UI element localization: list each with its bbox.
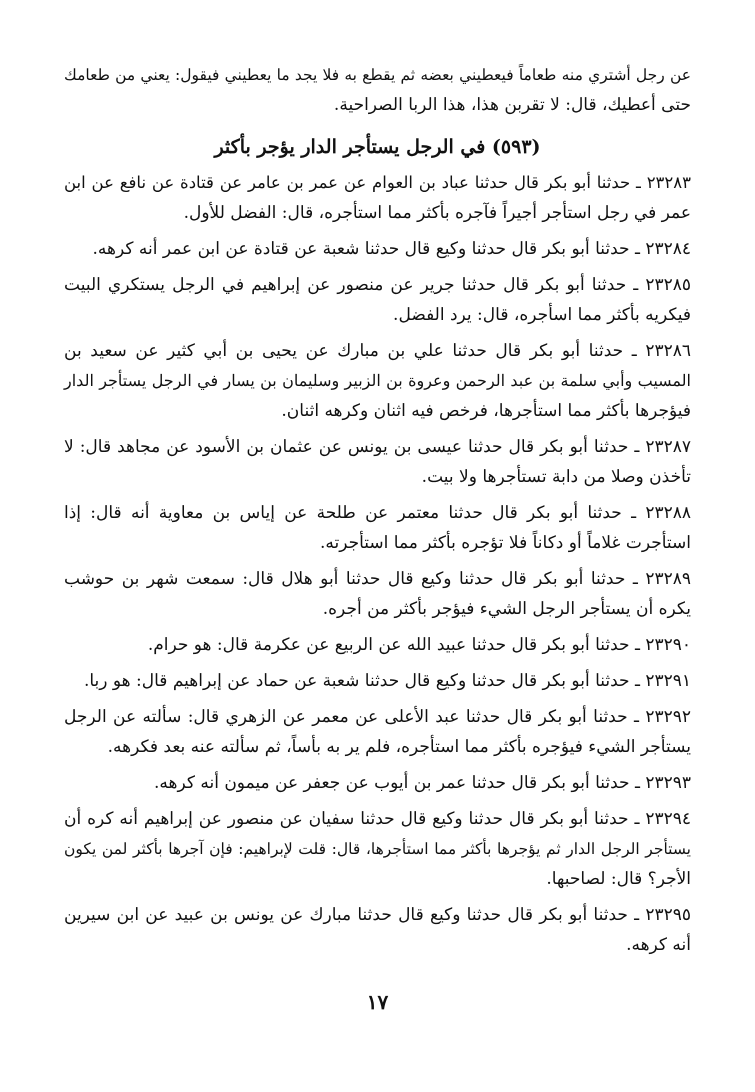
- hadith-23292: [64, 702, 691, 762]
- text-line: المسيب وأبي سلمة بن عبد الرحمن وعروة بن الزبير وسليمان بن يسار في الرجل يستأجر الدار: [64, 371, 691, 390]
- hadith-23284: [64, 234, 691, 264]
- text-line: فيؤجرها بأكثر مما استأجرها، فرخص فيه اثنان وكرهه اثنان.: [281, 401, 691, 421]
- text-line: ٢٣٢٩٤ ـ حدثنا أبو بكر قال حدثنا وكيع قال حدثنا سفيان عن منصور عن إبراهيم أنه كره أن: [64, 809, 691, 829]
- text-line: ٢٣٢٩٠ ـ حدثنا أبو بكر قال حدثنا عبيد الله عن الربيع عن عكرمة قال: هو حرام.: [147, 635, 691, 655]
- page-number: ١٧: [366, 990, 389, 1014]
- hadith-23290: [64, 630, 691, 660]
- hadith-23291: [64, 666, 691, 696]
- hadith-23288: [64, 498, 691, 558]
- text-line: فيكريه بأكثر مما اسأجره، قال: يرد الفضل.: [393, 305, 691, 325]
- section-heading: (٥٩٣) في الرجل يستأجر الدار يؤجر بأكثر: [214, 136, 541, 158]
- text-line: تأخذن وصلا من دابة تستأجرها ولا بيت.: [421, 467, 691, 487]
- hadith-23285: [64, 270, 691, 330]
- text-line: ٢٣٢٩٥ ـ حدثنا أبو بكر قال حدثنا وكيع قال حدثنا مبارك عن يونس بن عبيد عن ابن سيرين: [64, 905, 691, 925]
- intro-paragraph: [64, 60, 691, 120]
- text-line: ٢٣٢٩٣ ـ حدثنا أبو بكر قال حدثنا عمر بن أيوب عن جعفر عن ميمون أنه كرهه.: [153, 773, 691, 793]
- text-line: ٢٣٢٨٦ ـ حدثنا أبو بكر قال حدثنا علي بن مبارك عن يحيى بن أبي كثير عن سعيد بن: [64, 341, 691, 361]
- hadith-23294: [64, 804, 691, 894]
- hadith-23295: [64, 900, 691, 960]
- text-line: ٢٣٢٨٥ ـ حدثنا أبو بكر قال حدثنا جرير عن منصور عن إبراهيم في الرجل يستكري البيت: [64, 275, 691, 295]
- text-line: الأجر؟ قال: لصاحبها.: [546, 869, 691, 889]
- hadith-23293: [64, 768, 691, 798]
- text-line: يستأجر الرجل الدار ثم يؤجرها بأكثر مما استأجرها، قال: قلت لإبراهيم: فإن آجرها بأكثر لمن يكون: [64, 840, 691, 858]
- text-line: ٢٣٢٨٨ ـ حدثنا أبو بكر قال حدثنا معتمر عن طلحة عن إياس بن معاوية أنه قال: إذا: [64, 503, 691, 523]
- text-line: حتى أعطيك، قال: لا تقربن هذا، هذا الربا الصراحية.: [333, 95, 691, 115]
- text-line: ٢٣٢٨٧ ـ حدثنا أبو بكر قال حدثنا عيسى بن يونس عن عثمان بن الأسود عن مجاهد قال: لا: [64, 437, 691, 457]
- hadith-23289: [64, 564, 691, 624]
- text-line: استأجرت غلاماً أو دكاناً فلا تؤجره بأكثر مما استأجرته.: [319, 533, 691, 553]
- text-line: يستأجر الشيء فيؤجره بأكثر مما استأجره، فلم ير به بأساً، ثم سألته عنه بعد فكرهه.: [107, 737, 691, 757]
- text-line: يكره أن يستأجر الرجل الشيء فيؤجر بأكثر من أجره.: [322, 599, 691, 619]
- text-line: ٢٣٢٩٢ ـ حدثنا أبو بكر قال حدثنا عبد الأعلى عن معمر عن الزهري قال: سألته عن الرجل: [64, 707, 691, 727]
- text-line: ٢٣٢٨٣ ـ حدثنا أبو بكر قال حدثنا عباد بن العوام عن عمر بن عامر عن قتادة عن نافع عن ابن: [64, 173, 691, 192]
- hadith-23283: [64, 168, 691, 228]
- hadith-23286: [64, 336, 691, 426]
- text-line: أنه كرهه.: [626, 935, 691, 955]
- text-line: عن رجل أشتري منه طعاماً فيعطيني بعضه ثم يقطع به فلا يجد ما يعطيني فيقول: يعني من طعامك: [64, 66, 691, 84]
- text-line: ٢٣٢٩١ ـ حدثنا أبو بكر قال حدثنا وكيع قال حدثنا شعبة عن حماد عن إبراهيم قال: هو ربا.: [83, 671, 691, 691]
- hadith-23287: [64, 432, 691, 492]
- text-line: ٢٣٢٨٤ ـ حدثنا أبو بكر قال حدثنا وكيع قال حدثنا شعبة عن قتادة عن ابن عمر أنه كرهه.: [92, 239, 691, 259]
- text-line: ٢٣٢٨٩ ـ حدثنا أبو بكر قال حدثنا وكيع قال حدثنا أبو هلال قال: سمعت شهر بن حوشب: [64, 569, 691, 589]
- text-line: عمر في رجل استأجر أجيراً فآجره بأكثر مما استأجره، قال: الفضل للأول.: [183, 203, 691, 223]
